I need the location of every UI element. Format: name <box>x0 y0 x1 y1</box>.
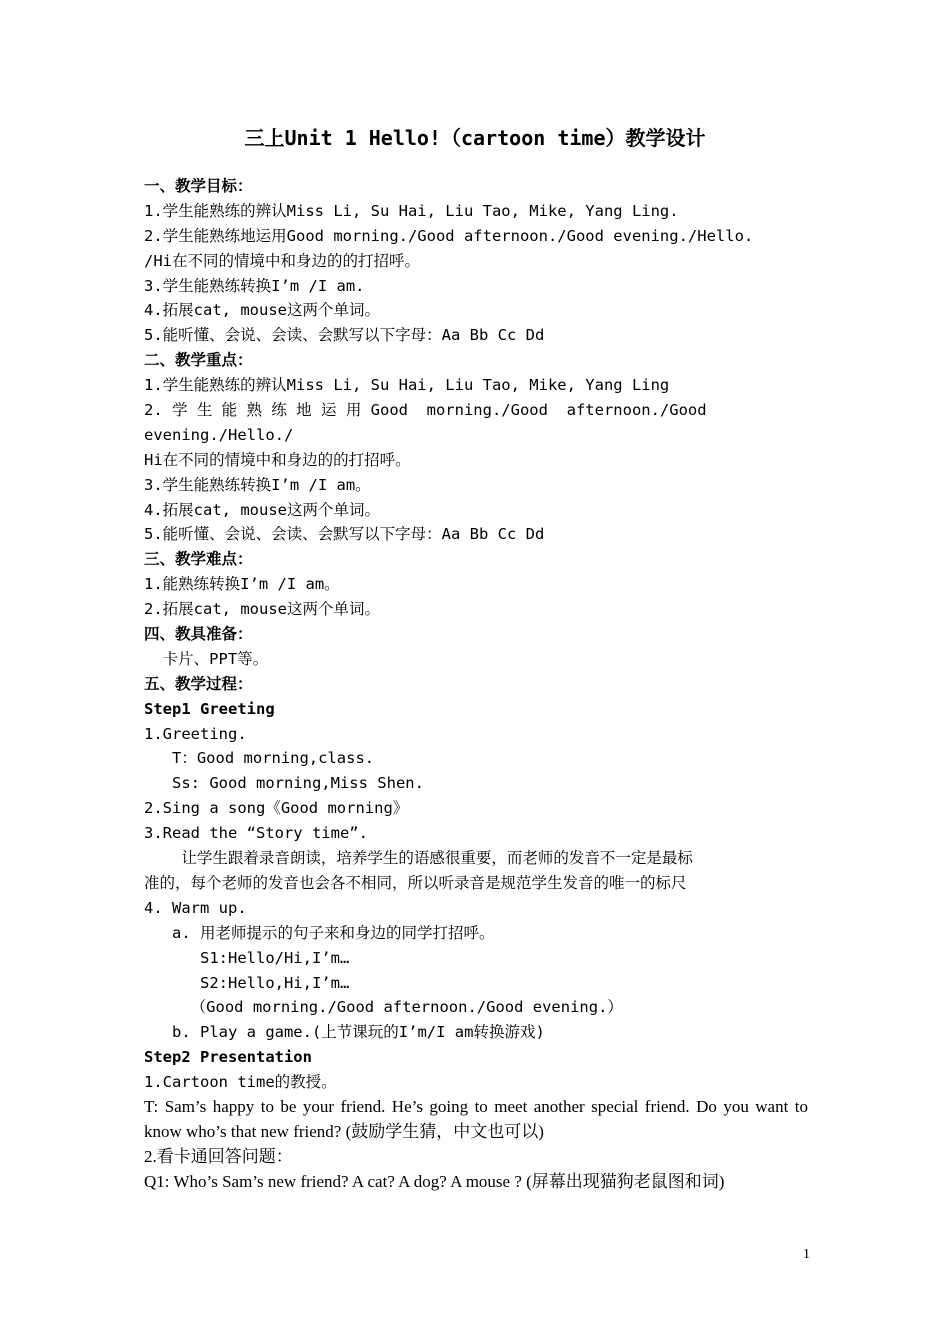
body-paragraph: T: Sam’s happy to be your friend. He’s going to meet another special friend. Do you want to know who’s that new friend? (鼓励学生猜，中文也可以) <box>144 1096 808 1141</box>
body-line: 2.学生能熟练地运用Good morning./Good afternoon./Good evening./Hello. <box>144 226 754 245</box>
section-heading: 三、教学难点： <box>144 550 253 569</box>
section-heading: Step1 Greeting <box>144 699 275 718</box>
section-heading: Step2 Presentation <box>144 1048 312 1067</box>
section-heading: 二、教学重点： <box>144 351 253 370</box>
body-line: Ss: Good morning,Miss Shen. <box>144 774 424 793</box>
body-line: 卡片、PPT等。 <box>144 649 269 668</box>
body-line: 准的，每个老师的发音也会各不相同，所以听录音是规范学生发音的唯一的标尺 <box>144 873 687 892</box>
body-line: 4.拓展cat, mouse这两个单词。 <box>144 301 380 320</box>
body-line: 1.能熟练转换I’m /I am。 <box>144 575 340 594</box>
body-line: 3.学生能熟练转换I’m /I am. <box>144 276 365 295</box>
body-line: 1.Greeting. <box>144 724 247 743</box>
body-line: 3.Read the “Story time”. <box>144 824 368 843</box>
body-line: 2. 学 生 能 熟 练 地 运 用 Good morning./Good afternoon./Good <box>144 401 707 420</box>
body-paragraph: Q1: Who’s Sam’s new friend? A cat? A dog? A mouse ? (屏幕出现猫狗老鼠图和词) <box>144 1171 725 1191</box>
body-line: S1:Hello/Hi,I’m… <box>144 948 350 967</box>
body-line: 5.能听懂、会说、会读、会默写以下字母：Aa Bb Cc Dd <box>144 525 545 544</box>
body-line: /Hi在不同的情境中和身边的的打招呼。 <box>144 251 420 270</box>
body-line: Hi在不同的情境中和身边的的打招呼。 <box>144 450 411 469</box>
body-line: 2.拓展cat, mouse这两个单词。 <box>144 600 380 619</box>
body-line: evening./Hello./ <box>144 425 294 444</box>
page-number: 1 <box>803 1247 810 1262</box>
section-heading: 四、教具准备： <box>144 625 253 644</box>
body-line: 4.拓展cat, mouse这两个单词。 <box>144 500 380 519</box>
body-line: 1.学生能熟练的辨认Miss Li, Su Hai, Liu Tao, Mike, Yang Ling. <box>144 201 679 220</box>
body-line: a. 用老师提示的句子来和身边的同学打招呼。 <box>144 923 495 942</box>
body-line: b. Play a game.(上节课玩的I’m/I am转换游戏) <box>144 1023 545 1042</box>
body-line: S2:Hello,Hi,I’m… <box>144 973 350 992</box>
body-line: 让学生跟着录音朗读，培养学生的语感很重要，而老师的发音不一定是最标 <box>144 849 693 868</box>
section-heading: 五、教学过程： <box>144 674 253 693</box>
body-line: 4. Warm up. <box>144 898 247 917</box>
body-line: 5.能听懂、会说、会读、会默写以下字母：Aa Bb Cc Dd <box>144 326 545 345</box>
body-line: 1.学生能熟练的辨认Miss Li, Su Hai, Liu Tao, Mike, Yang Ling <box>144 376 670 395</box>
body-line: T：Good morning,class. <box>144 749 375 768</box>
section-heading: 一、教学目标： <box>144 177 253 195</box>
body-line: 2.Sing a song《Good morning》 <box>144 799 409 818</box>
body-paragraph: 2.看卡通回答问题： <box>144 1146 293 1166</box>
body-serif-lines <box>144 1095 808 1195</box>
body-lines <box>144 174 808 1095</box>
body-line: 1.Cartoon time的教授。 <box>144 1073 337 1092</box>
document-body <box>144 174 808 1195</box>
body-line: （Good morning./Good afternoon./Good evening.） <box>144 998 623 1017</box>
body-line: 3.学生能熟练转换I’m /I am。 <box>144 475 371 494</box>
page-title: 三上Unit 1 Hello!（cartoon time）教学设计 <box>244 126 706 150</box>
